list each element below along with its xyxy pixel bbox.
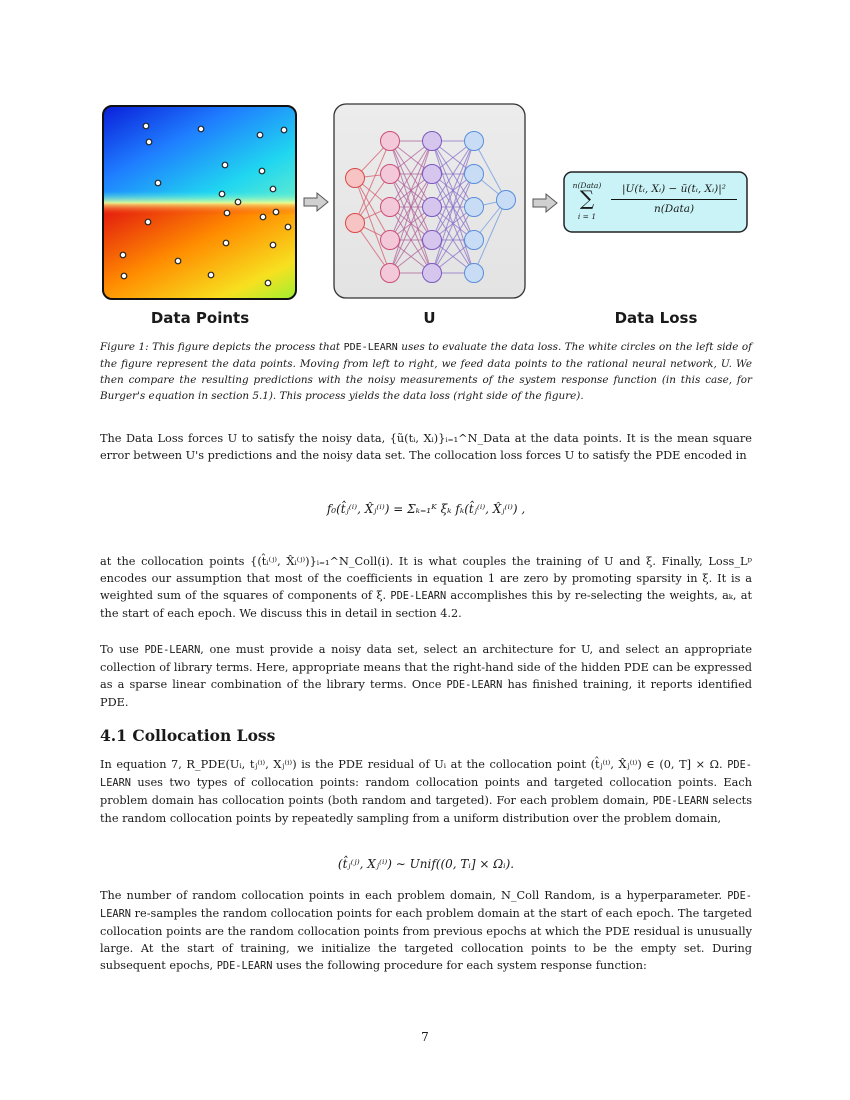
loss-numerator: |U(tᵢ, Xᵢ) − ũ(tᵢ, Xᵢ)|²: [622, 183, 726, 195]
network-node: [465, 264, 484, 283]
section-heading: 4.1 Collocation Loss: [100, 726, 276, 745]
equation-uniform: (t̂ⱼ⁽ʲ⁾, Xⱼ⁽ⁱ⁾) ∼ Unif((0, Tᵢ] × Ωᵢ).: [337, 857, 515, 871]
data-point: [235, 199, 241, 205]
paragraph-collocation: at the collocation points {(t̂ᵢ⁽ʲ⁾, X̂ᵢ⁽ʲ⁾)}ᵢ₌₁^N_Coll(i). It is what couples the training of U and ξ. Finally, Loss_Lᵖ encodes our assumption that most of the coefficients in equation 1 are zero by promoting sparsity in ξ. It is a weighted sum of the squares of components of ξ. PDE-LEARN accomplishes this by re-selecting the weights, aₖ, at the start of each epoch. We discuss this in detail in section 4.2.: [100, 555, 753, 620]
network-node: [381, 198, 400, 217]
data-point: [208, 272, 214, 278]
network-node: [465, 132, 484, 151]
data-point: [146, 139, 152, 145]
data-point: [145, 219, 151, 225]
data-point: [143, 123, 149, 129]
label-network-u: U: [423, 309, 436, 327]
network-node: [465, 165, 484, 184]
network-node: [465, 231, 484, 250]
data-point: [223, 240, 229, 246]
sum-upper-limit: n(Data): [572, 181, 602, 190]
paragraph-collocation-loss: In equation 7, R_PDE(Uᵢ, tⱼ⁽ⁱ⁾, Xⱼ⁽ⁱ⁾) is the PDE residual of Uᵢ at the collocation point (t̂ⱼ⁽ⁱ⁾, X̂ⱼ⁽ⁱ⁾) ∈ (0, T] × Ω. PDE-LEARN uses two types of collocation points: random collocation points and targeted collocation points. Each problem domain has collocation points (both random and targeted). For each problem domain, PDE-LEARN selects the random collocation points by repeatedly sampling from a uniform distribution over the problem domain,: [100, 758, 753, 825]
heatmap-panel: [103, 106, 296, 299]
data-point: [281, 127, 287, 133]
data-point: [265, 280, 271, 286]
network-node: [381, 264, 400, 283]
network-node: [423, 231, 442, 250]
data-point: [175, 258, 181, 264]
data-point: [120, 252, 126, 258]
figure-graphic: [95, 95, 760, 307]
data-point: [285, 224, 291, 230]
network-node: [346, 169, 365, 188]
equation-pde: f₀(t̂ⱼ⁽ⁱ⁾, X̂ⱼ⁽ⁱ⁾) = Σₖ₌₁ᴷ ξₖ fₖ(t̂ⱼ⁽ⁱ⁾, X̂ⱼ⁽ⁱ⁾) ,: [326, 502, 526, 516]
network-node: [465, 198, 484, 217]
arrow-right-icon: [533, 194, 557, 212]
figure-caption: Figure 1: This figure depicts the process that PDE-LEARN uses to evaluate the data loss. The white circles on the left side of the figure represent the data points. Moving from left to right, we feed data points to the rational neural network, U. We then compare the resulting predictions with the noisy measurements of the system response function (in this case, for Burger's equation in section 5.1). This process yields the data loss (right side of the figure).: [100, 341, 752, 402]
data-point: [259, 168, 265, 174]
sum-sign: ∑: [579, 186, 595, 210]
network-node: [381, 132, 400, 151]
paragraph-usage: To use PDE-LEARN, one must provide a noisy data set, select an architecture for U, and select an appropriate collection of library terms. Here, appropriate means that the right-hand side of the hidden PDE can be expressed as a sparse linear combination of the library terms. Once PDE-LEARN has finished training, it reports identified PDE.: [100, 643, 753, 709]
network-node: [497, 191, 516, 210]
data-point: [219, 191, 225, 197]
sum-lower-limit: i = 1: [577, 212, 597, 221]
data-point: [222, 162, 228, 168]
page-number: 7: [421, 1030, 429, 1044]
label-data-loss: Data Loss: [614, 309, 698, 327]
data-point: [273, 209, 279, 215]
network-node: [423, 165, 442, 184]
network-node: [423, 264, 442, 283]
network-node: [423, 132, 442, 151]
network-node: [346, 214, 365, 233]
label-data-points: Data Points: [150, 309, 250, 327]
data-point: [270, 186, 276, 192]
data-point: [121, 273, 127, 279]
paragraph-data-loss: The Data Loss forces U to satisfy the noisy data, {ũ(tᵢ, Xᵢ)}ᵢ₌₁^N_Data at the data points. It is the mean square error between U's predictions and the noisy data set. The collocation loss forces U to satisfy the PDE encoded in: [100, 432, 752, 462]
network-node: [423, 198, 442, 217]
data-point: [270, 242, 276, 248]
data-point: [155, 180, 161, 186]
data-point: [257, 132, 263, 138]
fraction-bar: [611, 199, 737, 200]
arrow-right-icon: [304, 193, 328, 211]
loss-denominator: n(Data): [653, 203, 695, 215]
network-node: [381, 165, 400, 184]
data-point: [224, 210, 230, 216]
paragraph-random-points: The number of random collocation points in each problem domain, N_Coll Random, is a hyperparameter. PDE-LEARN re-samples the random collocation points for each problem domain at the start of each epoch. The targeted collocation points are the random collocation points from previous epochs at which the PDE residual is unusually large. At the start of training, we initialize the targeted collocation points to be the empty set. During subsequent epochs, PDE-LEARN uses the following procedure for each system response function:: [100, 889, 753, 972]
network-node: [381, 231, 400, 250]
data-point: [260, 214, 266, 220]
data-point: [198, 126, 204, 132]
